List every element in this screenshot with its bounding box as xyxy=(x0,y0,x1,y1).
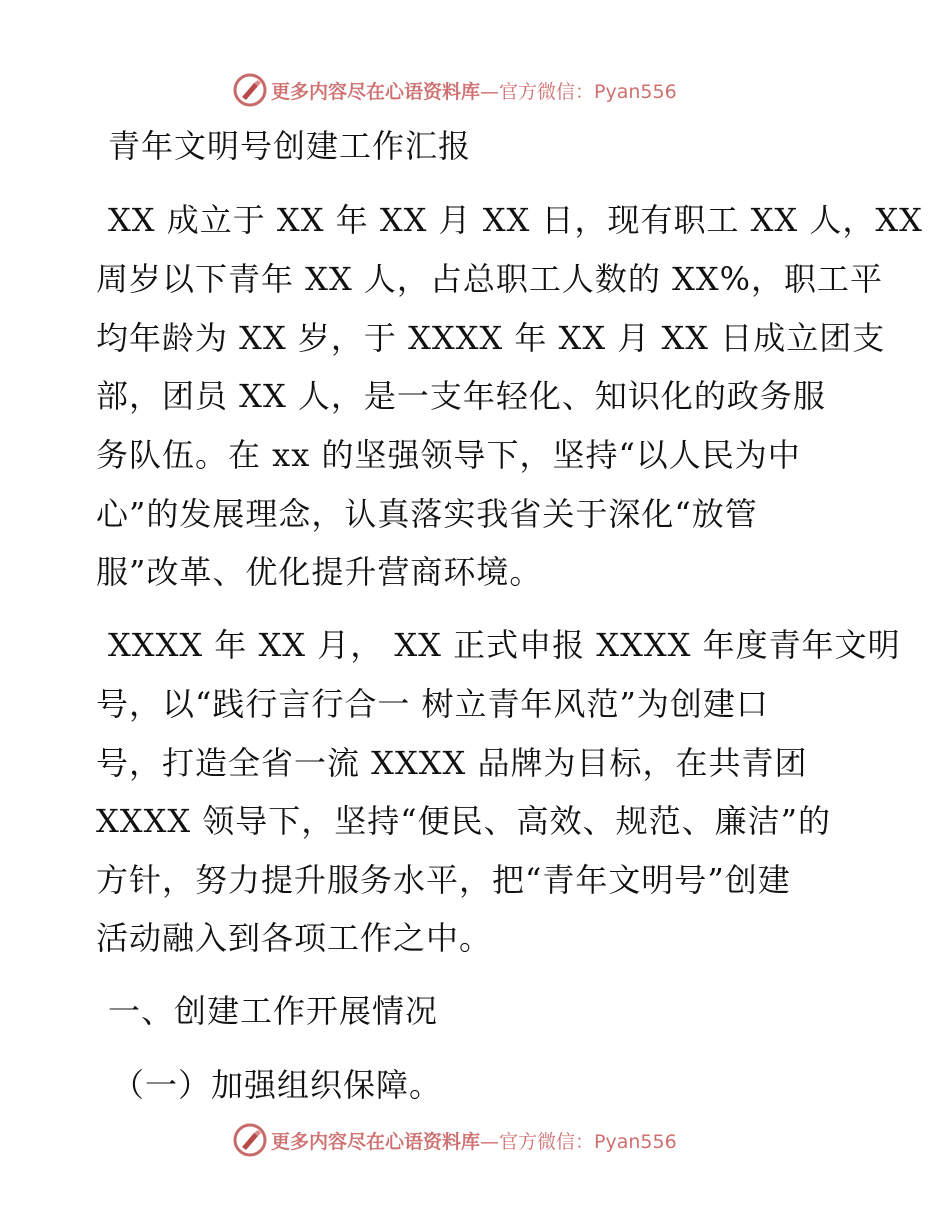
paragraph-2-line-3: 号，打造全省一流 XXXX 品牌为目标，在共青团 xyxy=(96,744,808,782)
paragraph-1-line-7: 服”改革、优化提升营商环境。 xyxy=(96,553,543,591)
watermark-main-text: 更多内容尽在心语资料库 xyxy=(271,80,481,103)
paragraph-1-line-4: 部，团员 XX 人，是一支年轻化、知识化的政务服 xyxy=(96,377,826,415)
watermark-banner-bottom xyxy=(233,1122,677,1158)
watermark-wechat-label: 官方微信： xyxy=(499,1130,595,1153)
brand-logo-icon xyxy=(233,1123,267,1157)
watermark-text xyxy=(271,77,677,104)
paragraph-1-line-2: 周岁以下青年 XX 人，占总职工人数的 XX%，职工平 xyxy=(96,260,884,298)
subsection-heading-1: （一）加强组织保障。 xyxy=(112,1066,443,1104)
brand-logo-icon xyxy=(233,73,267,107)
watermark-text xyxy=(271,1127,677,1154)
paragraph-1-line-1: XX 成立于 XX 年 XX 月 XX 日，现有职工 XX 人，XX xyxy=(108,201,923,239)
watermark-dash: — xyxy=(480,1130,500,1153)
paragraph-2-line-6: 活动融入到各项工作之中。 xyxy=(96,919,493,957)
watermark-main-text: 更多内容尽在心语资料库 xyxy=(271,1130,481,1153)
watermark-wechat-id: Pyan556 xyxy=(594,80,677,103)
watermark-wechat-id: Pyan556 xyxy=(594,1130,677,1153)
document-title: 青年文明号创建工作汇报 xyxy=(108,127,472,165)
paragraph-2-line-2: 号，以“践行言行合一 树立青年风范”为创建口 xyxy=(96,685,769,723)
paragraph-2-line-5: 方针，努力提升服务水平，把“青年文明号”创建 xyxy=(96,861,791,899)
paragraph-2-line-1: XXXX 年 XX 月， XX 正式申报 XXXX 年度青年文明 xyxy=(108,626,901,664)
watermark-banner-top xyxy=(233,72,677,108)
paragraph-1-line-6: 心”的发展理念，认真落实我省关于深化“放管 xyxy=(96,495,758,533)
section-heading-1: 一、创建工作开展情况 xyxy=(108,992,439,1030)
paragraph-2-line-4: XXXX 领导下，坚持“便民、高效、规范、廉洁”的 xyxy=(96,802,832,840)
paragraph-1-line-3: 均年龄为 XX 岁，于 XXXX 年 XX 月 XX 日成立团支 xyxy=(96,319,886,357)
watermark-dash: — xyxy=(480,80,500,103)
watermark-wechat-label: 官方微信： xyxy=(499,80,595,103)
paragraph-1-line-5: 务队伍。在 xx 的坚强领导下，坚持“以人民为中 xyxy=(96,436,801,474)
